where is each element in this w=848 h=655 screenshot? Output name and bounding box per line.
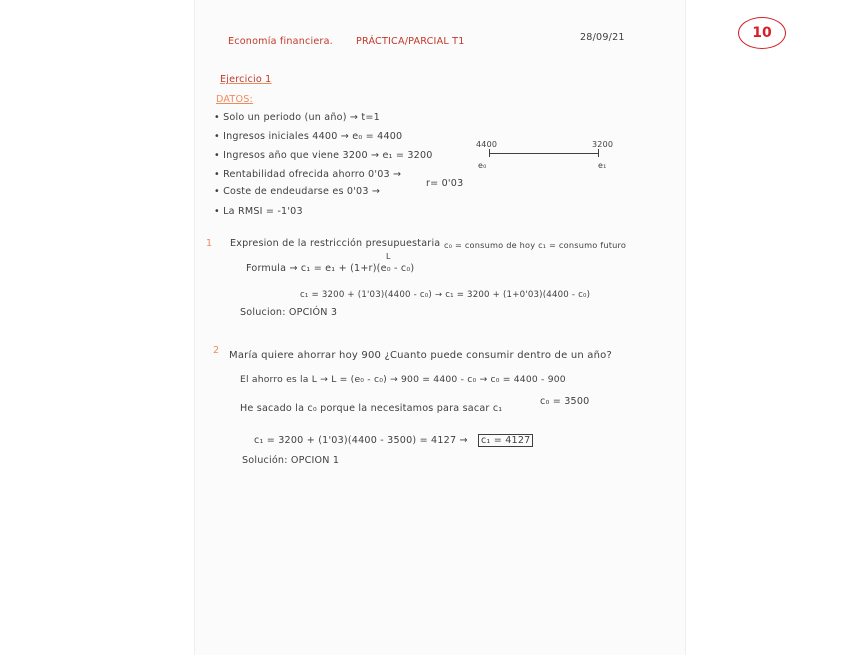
timeline-left-label: e₀ [478, 161, 487, 170]
data-item: • La RMSI = -1'03 [214, 206, 303, 217]
data-item: • Ingresos año que viene 3200 → e₁ = 3200 [214, 150, 433, 161]
timeline-right-label: e₁ [598, 161, 607, 170]
boxed-answer: c₁ = 4127 [478, 434, 533, 447]
data-item: • Coste de endeudarse es 0'03 → [214, 186, 381, 197]
data-item: • Rentabilidad ofrecida ahorro 0'03 → [214, 169, 402, 180]
substitution: c₁ = 3200 + (1'03)(4400 - c₀) → c₁ = 3200 + (1+0'03)(4400 - c₀) [300, 290, 591, 300]
variable-definitions: c₀ = consumo de hoy c₁ = consumo futuro [444, 240, 627, 250]
interest-rate-note: r= 0'03 [426, 178, 464, 189]
timeline-left-value: 4400 [476, 140, 498, 149]
solution-text: Solución: OPCION 1 [242, 455, 340, 466]
formula-annotation: L [386, 252, 391, 261]
notebook-page [195, 0, 685, 655]
score-circle: 10 [738, 17, 786, 49]
question-number: 2 [213, 345, 220, 356]
document-title: Economía financiera. [228, 36, 333, 47]
formula: Formula → c₁ = e₁ + (1+r)(e₀ - c₀) [246, 263, 415, 274]
data-item: • Ingresos iniciales 4400 → e₀ = 4400 [214, 131, 403, 142]
exercise-title: Ejercicio 1 [220, 74, 272, 85]
data-label: DATOS: [216, 94, 253, 105]
timeline-tick-left [489, 149, 490, 157]
explanation-note: He sacado la c₀ porque la necesitamos para sacar c₁ [240, 403, 503, 414]
question-statement: Expresion de la restricción presupuestaria [230, 238, 441, 249]
timeline-tick-right [598, 149, 599, 157]
savings-equation: El ahorro es la L → L = (e₀ - c₀) → 900 = 4400 - c₀ → c₀ = 4400 - 900 [240, 374, 566, 385]
timeline-line [489, 153, 599, 154]
data-item: • Solo un periodo (un año) → t=1 [214, 112, 380, 123]
document-date: 28/09/21 [580, 32, 625, 43]
timeline-right-value: 3200 [592, 140, 614, 149]
c0-result: c₀ = 3500 [540, 396, 590, 407]
solution-text: Solucion: OPCIÓN 3 [240, 307, 338, 318]
document-subtitle: PRÁCTICA/PARCIAL T1 [356, 36, 465, 47]
c1-calculation: c₁ = 3200 + (1'03)(4400 - 3500) = 4127 → [254, 435, 468, 446]
question-statement: María quiere ahorrar hoy 900 ¿Cuanto puede consumir dentro de un año? [229, 350, 612, 361]
question-number: 1 [206, 238, 213, 249]
